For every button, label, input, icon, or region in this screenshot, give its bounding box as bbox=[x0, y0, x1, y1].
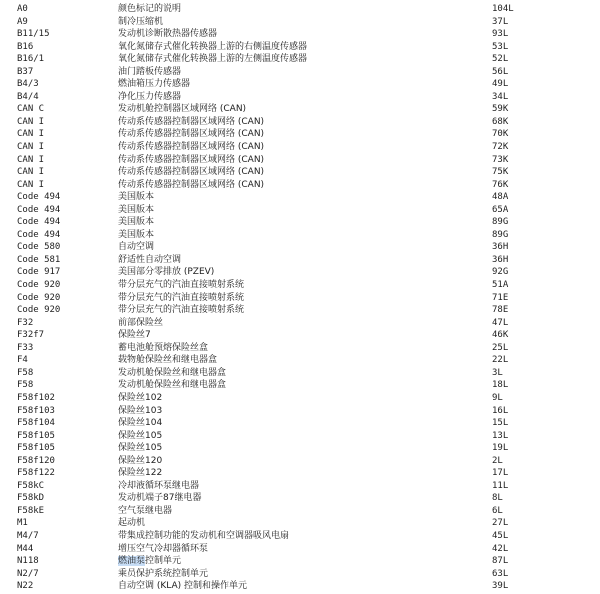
component-description: 带集成控制功能的发动机和空调器吸风电扇 bbox=[118, 530, 290, 541]
component-code: Code 494 bbox=[17, 192, 61, 203]
component-description: 保险丝120 bbox=[118, 455, 163, 466]
table-row bbox=[0, 455, 600, 468]
grid-location: 72K bbox=[492, 142, 509, 153]
table-row bbox=[0, 28, 600, 41]
component-code: F4 bbox=[17, 355, 28, 366]
grid-location: 56L bbox=[492, 66, 509, 77]
table-row bbox=[0, 505, 600, 518]
component-code: F58 bbox=[17, 367, 34, 378]
component-code: Code 494 bbox=[17, 204, 61, 215]
component-code: F32 bbox=[17, 317, 34, 328]
grid-location: 92G bbox=[492, 267, 509, 278]
grid-location: 53L bbox=[492, 41, 509, 52]
table-row bbox=[0, 116, 600, 129]
component-code: CAN I bbox=[17, 179, 45, 190]
table-row bbox=[0, 229, 600, 242]
component-description: 起动机 bbox=[118, 518, 146, 529]
component-description: 增压空气冷却器循环泵 bbox=[118, 543, 209, 554]
component-description: 发动机诊断散热器传感器 bbox=[118, 29, 218, 40]
table-row bbox=[0, 329, 600, 342]
component-description: 净化压力传感器 bbox=[118, 91, 182, 102]
component-code: N22 bbox=[17, 581, 34, 592]
grid-location: 75K bbox=[492, 167, 509, 178]
component-description: 传动系传感器控制器区域网络 (CAN) bbox=[118, 167, 265, 178]
component-description: 颜色标记的说明 bbox=[118, 4, 182, 14]
table-row bbox=[0, 41, 600, 54]
table-row bbox=[0, 392, 600, 405]
component-description: 氧化氮储存式催化转换器上游的左侧温度传感器 bbox=[118, 54, 308, 65]
grid-location: 70K bbox=[492, 129, 509, 140]
component-code: F32f7 bbox=[17, 330, 45, 341]
component-code: A0 bbox=[17, 4, 28, 14]
table-row bbox=[0, 266, 600, 279]
component-code: Code 920 bbox=[17, 305, 61, 316]
grid-location: 51A bbox=[492, 280, 509, 291]
grid-location: 36H bbox=[492, 254, 509, 265]
component-code: Code 917 bbox=[17, 267, 61, 278]
component-description: 保险丝105 bbox=[118, 430, 163, 441]
table-row bbox=[0, 342, 600, 355]
text-selection: 燃油泵 bbox=[118, 556, 146, 567]
component-code: Code 580 bbox=[17, 242, 61, 253]
table-row bbox=[0, 204, 600, 217]
table-row bbox=[0, 16, 600, 29]
component-code: B11/15 bbox=[17, 29, 50, 40]
table-row bbox=[0, 279, 600, 292]
grid-location: 17L bbox=[492, 468, 509, 479]
grid-location: 93L bbox=[492, 29, 509, 40]
grid-location: 2L bbox=[492, 455, 503, 466]
component-description: 保险丝103 bbox=[118, 405, 163, 416]
table-row bbox=[0, 128, 600, 141]
grid-location: 47L bbox=[492, 317, 509, 328]
component-description: 氧化氮储存式催化转换器上游的右侧温度传感器 bbox=[118, 41, 308, 52]
table-row bbox=[0, 216, 600, 229]
component-description: 发动机舱保险丝和继电器盒 bbox=[118, 380, 227, 391]
component-description: 自动空调 (KLA) 控制和操作单元 bbox=[118, 581, 248, 592]
grid-location: 104L bbox=[492, 4, 514, 14]
component-description: 燃油箱压力传感器 bbox=[118, 79, 191, 90]
table-row bbox=[0, 317, 600, 330]
table-row bbox=[0, 492, 600, 505]
component-code: CAN C bbox=[17, 104, 45, 115]
component-code: B16/1 bbox=[17, 54, 45, 65]
component-description: 空气泵继电器 bbox=[118, 505, 173, 516]
table-row bbox=[0, 292, 600, 305]
component-code: B37 bbox=[17, 66, 34, 77]
table-row bbox=[0, 179, 600, 192]
grid-location: 18L bbox=[492, 380, 509, 391]
grid-location: 68K bbox=[492, 116, 509, 127]
component-description: 美国部分零排放 (PZEV) bbox=[118, 267, 215, 278]
component-description: 冷却液循环泵继电器 bbox=[118, 480, 200, 491]
component-description: 美国版本 bbox=[118, 229, 155, 240]
component-description: 保险丝7 bbox=[118, 330, 151, 341]
component-description: 舒适性自动空调 bbox=[118, 254, 182, 265]
grid-location: 34L bbox=[492, 91, 509, 102]
grid-location: 22L bbox=[492, 355, 509, 366]
component-code: Code 494 bbox=[17, 229, 61, 240]
component-code: B4/4 bbox=[17, 91, 39, 102]
component-description: 保险丝104 bbox=[118, 418, 163, 429]
grid-location: 71E bbox=[492, 292, 509, 303]
component-code: F58kD bbox=[17, 493, 45, 504]
table-row bbox=[0, 141, 600, 154]
component-description: 带分层充气的汽油直接喷射系统 bbox=[118, 280, 245, 291]
table-row bbox=[0, 517, 600, 530]
grid-location: 63L bbox=[492, 568, 509, 579]
component-code: CAN I bbox=[17, 167, 45, 178]
table-row bbox=[0, 405, 600, 418]
grid-location: 9L bbox=[492, 392, 503, 403]
grid-location: 48A bbox=[492, 192, 509, 203]
table-row bbox=[0, 254, 600, 267]
component-code: F58f105 bbox=[17, 430, 55, 441]
component-description: 载物舱保险丝和继电器盒 bbox=[118, 355, 218, 366]
component-description: 传动系传感器控制器区域网络 (CAN) bbox=[118, 179, 265, 190]
table-row bbox=[0, 241, 600, 254]
table-row bbox=[0, 417, 600, 430]
grid-location: 8L bbox=[492, 493, 503, 504]
component-code: CAN I bbox=[17, 129, 45, 140]
grid-location: 87L bbox=[492, 556, 509, 567]
grid-location: 65A bbox=[492, 204, 509, 215]
table-row bbox=[0, 3, 600, 16]
grid-location: 76K bbox=[492, 179, 509, 190]
component-description: 传动系传感器控制器区域网络 (CAN) bbox=[118, 129, 265, 140]
component-code: N2/7 bbox=[17, 568, 39, 579]
component-code: F58f104 bbox=[17, 418, 55, 429]
grid-location: 25L bbox=[492, 342, 509, 353]
table-row bbox=[0, 154, 600, 167]
table-row bbox=[0, 166, 600, 179]
table-row bbox=[0, 430, 600, 443]
table-row bbox=[0, 191, 600, 204]
component-code: F58f105 bbox=[17, 443, 55, 454]
component-description: 发动机端子87继电器 bbox=[118, 493, 202, 504]
table-row bbox=[0, 78, 600, 91]
table-row bbox=[0, 103, 600, 116]
table-row bbox=[0, 53, 600, 66]
grid-location: 73K bbox=[492, 154, 509, 165]
component-description: 燃油泵控制单元 bbox=[118, 556, 182, 567]
component-description: 传动系传感器控制器区域网络 (CAN) bbox=[118, 142, 265, 153]
table-row bbox=[0, 555, 600, 568]
component-description: 保险丝102 bbox=[118, 392, 163, 403]
grid-location: 49L bbox=[492, 79, 509, 90]
component-code: M4/7 bbox=[17, 530, 39, 541]
component-description: 美国版本 bbox=[118, 192, 155, 203]
component-description: 油门踏板传感器 bbox=[118, 66, 182, 77]
component-code: F58f122 bbox=[17, 468, 55, 479]
component-code: F58kE bbox=[17, 505, 45, 516]
grid-location: 37L bbox=[492, 16, 509, 27]
table-row bbox=[0, 442, 600, 455]
grid-location: 36H bbox=[492, 242, 509, 253]
component-code: F58f102 bbox=[17, 392, 55, 403]
table-row bbox=[0, 530, 600, 543]
table-row bbox=[0, 580, 600, 593]
component-code: Code 920 bbox=[17, 292, 61, 303]
component-description: 带分层充气的汽油直接喷射系统 bbox=[118, 305, 245, 316]
component-code: F58f120 bbox=[17, 455, 55, 466]
table-row bbox=[0, 568, 600, 581]
table-row bbox=[0, 354, 600, 367]
grid-location: 52L bbox=[492, 54, 509, 65]
component-code: Code 494 bbox=[17, 217, 61, 228]
component-description: 传动系传感器控制器区域网络 (CAN) bbox=[118, 116, 265, 127]
component-description: 制冷压缩机 bbox=[118, 16, 164, 27]
grid-location: 16L bbox=[492, 405, 509, 416]
component-code: Code 920 bbox=[17, 280, 61, 291]
table-row bbox=[0, 304, 600, 317]
component-description: 保险丝105 bbox=[118, 443, 163, 454]
component-code: CAN I bbox=[17, 116, 45, 127]
component-code: B16 bbox=[17, 41, 34, 52]
component-code: F58kC bbox=[17, 480, 45, 491]
component-description: 带分层充气的汽油直接喷射系统 bbox=[118, 292, 245, 303]
component-description: 发动机舱控制器区域网络 (CAN) bbox=[118, 104, 247, 115]
grid-location: 3L bbox=[492, 367, 503, 378]
component-code: M1 bbox=[17, 518, 28, 529]
component-description: 传动系传感器控制器区域网络 (CAN) bbox=[118, 154, 265, 165]
table-row bbox=[0, 91, 600, 104]
component-description: 美国版本 bbox=[118, 204, 155, 215]
component-description: 乘员保护系统控制单元 bbox=[118, 568, 209, 579]
grid-location: 46K bbox=[492, 330, 509, 341]
grid-location: 45L bbox=[492, 530, 509, 541]
component-code: F58f103 bbox=[17, 405, 55, 416]
grid-location: 6L bbox=[492, 505, 503, 516]
component-index-table bbox=[0, 3, 600, 593]
grid-location: 42L bbox=[492, 543, 509, 554]
table-row bbox=[0, 379, 600, 392]
component-description: 前部保险丝 bbox=[118, 317, 164, 328]
table-row bbox=[0, 480, 600, 493]
component-code: M44 bbox=[17, 543, 34, 554]
grid-location: 59K bbox=[492, 104, 509, 115]
grid-location: 89G bbox=[492, 229, 509, 240]
component-code: A9 bbox=[17, 16, 28, 27]
component-code: F58 bbox=[17, 380, 34, 391]
component-code: CAN I bbox=[17, 154, 45, 165]
grid-location: 15L bbox=[492, 418, 509, 429]
grid-location: 13L bbox=[492, 430, 509, 441]
table-row bbox=[0, 543, 600, 556]
component-code: F33 bbox=[17, 342, 34, 353]
component-description: 自动空调 bbox=[118, 242, 155, 253]
table-row bbox=[0, 66, 600, 79]
component-description: 发动机舱保险丝和继电器盒 bbox=[118, 367, 227, 378]
grid-location: 78E bbox=[492, 305, 509, 316]
component-description: 蓄电池舱预熔保险丝盒 bbox=[118, 342, 209, 353]
table-row bbox=[0, 367, 600, 380]
grid-location: 19L bbox=[492, 443, 509, 454]
grid-location: 11L bbox=[492, 480, 509, 491]
component-code: Code 581 bbox=[17, 254, 61, 265]
component-code: B4/3 bbox=[17, 79, 39, 90]
component-code: CAN I bbox=[17, 142, 45, 153]
table-row bbox=[0, 467, 600, 480]
component-code: N118 bbox=[17, 556, 39, 567]
grid-location: 89G bbox=[492, 217, 509, 228]
component-description: 保险丝122 bbox=[118, 468, 163, 479]
grid-location: 27L bbox=[492, 518, 509, 529]
component-description: 美国版本 bbox=[118, 217, 155, 228]
grid-location: 39L bbox=[492, 581, 509, 592]
